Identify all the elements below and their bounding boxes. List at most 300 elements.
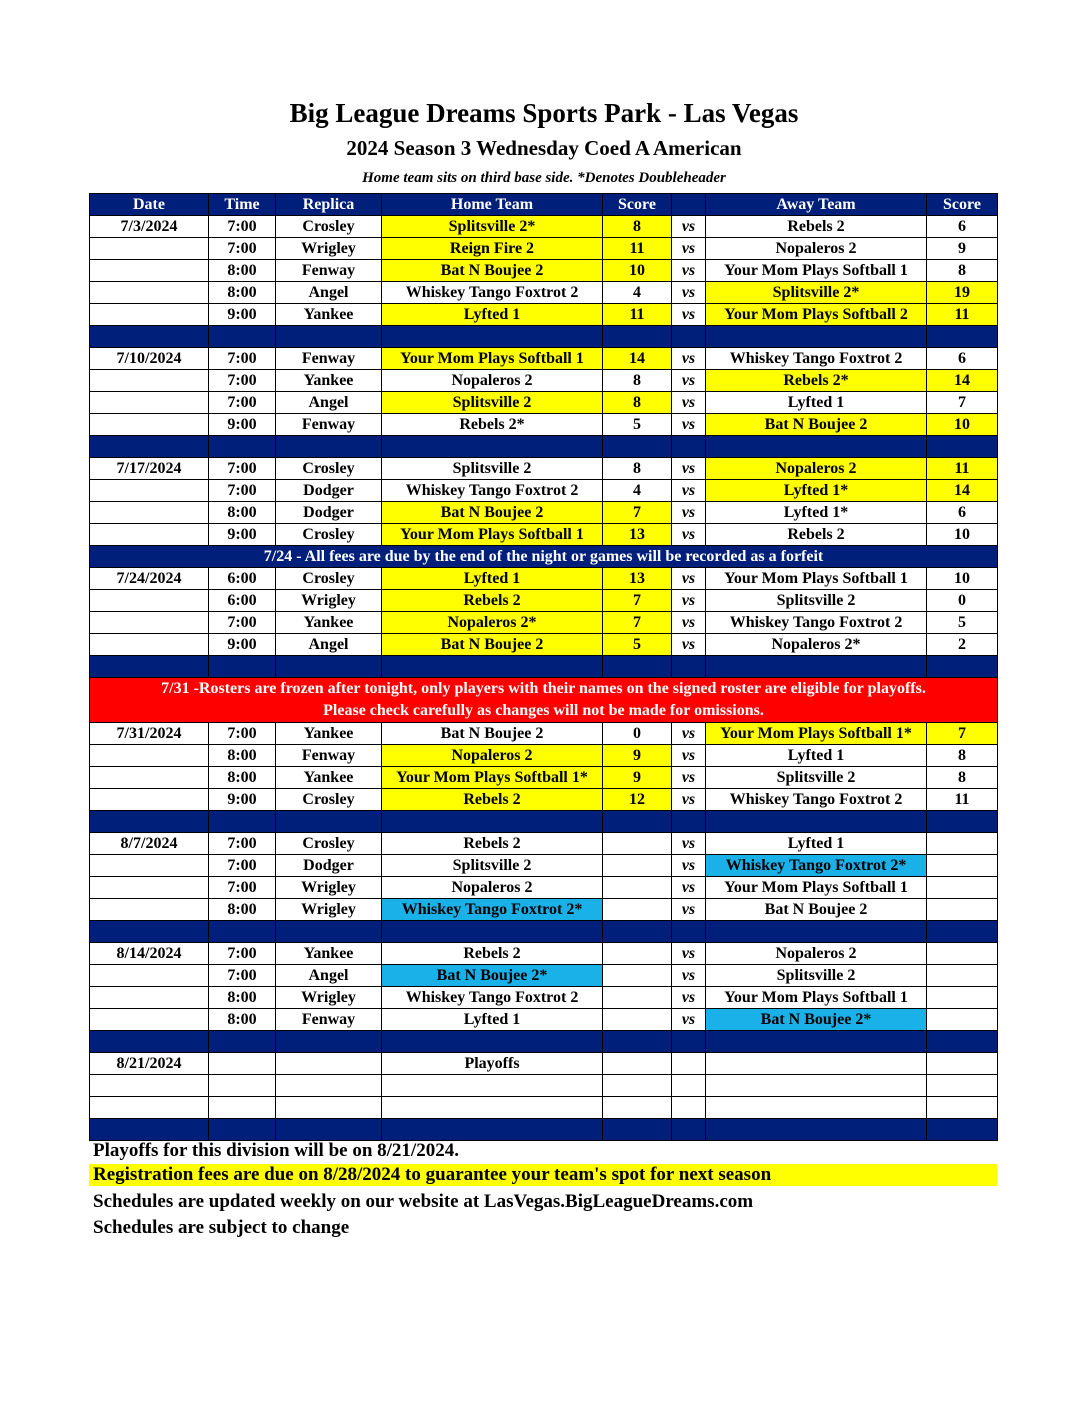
game-row	[90, 1097, 998, 1119]
away-team-cell: Lyfted 1	[706, 392, 927, 414]
home-score-cell	[603, 833, 672, 855]
home-team-cell: Your Mom Plays Softball 1	[382, 524, 603, 546]
time-cell: 7:00	[209, 458, 276, 480]
separator-cell	[603, 1031, 672, 1053]
schedule-note: Home team sits on third base side. *Denotes Doubleheader	[362, 170, 726, 186]
time-cell: 7:00	[209, 216, 276, 238]
game-row	[90, 524, 998, 546]
away-score-cell: 14	[927, 480, 998, 502]
replica-cell	[276, 1075, 382, 1097]
separator-cell	[209, 326, 276, 348]
time-cell: 6:00	[209, 568, 276, 590]
away-team-cell: Your Mom Plays Softball 1*	[706, 723, 927, 745]
away-score-cell: 6	[927, 502, 998, 524]
replica-cell: Angel	[276, 965, 382, 987]
separator-cell	[209, 1031, 276, 1053]
footer-disclaimer: Schedules are subject to change	[93, 1217, 350, 1238]
time-cell: 9:00	[209, 524, 276, 546]
footer-playoffs: Playoffs for this division will be on 8/21/2024.	[93, 1140, 459, 1161]
away-score-cell	[927, 855, 998, 877]
away-score-cell	[927, 1097, 998, 1119]
game-row	[90, 260, 998, 282]
home-score-cell: 7	[603, 612, 672, 634]
home-score-cell	[603, 965, 672, 987]
date-cell	[90, 767, 209, 789]
separator-cell	[276, 1031, 382, 1053]
home-team-cell: Reign Fire 2	[382, 238, 603, 260]
home-team-cell: Whiskey Tango Foxtrot 2*	[382, 899, 603, 921]
separator-cell	[276, 811, 382, 833]
replica-cell: Wrigley	[276, 899, 382, 921]
away-team-cell: Bat N Boujee 2	[706, 414, 927, 436]
away-team-cell: Whiskey Tango Foxtrot 2*	[706, 855, 927, 877]
game-row	[90, 480, 998, 502]
vs-cell: vs	[672, 282, 706, 304]
date-cell	[90, 260, 209, 282]
separator-cell	[706, 1119, 927, 1141]
home-team-cell: Splitsville 2*	[382, 216, 603, 238]
header-row	[90, 194, 998, 216]
vs-cell: vs	[672, 568, 706, 590]
col-away-score: Score	[927, 194, 998, 216]
home-score-cell: 8	[603, 216, 672, 238]
home-score-cell: 12	[603, 789, 672, 811]
away-team-cell: Bat N Boujee 2	[706, 899, 927, 921]
vs-cell: vs	[672, 612, 706, 634]
home-score-cell	[603, 855, 672, 877]
home-team-cell: Bat N Boujee 2	[382, 260, 603, 282]
date-cell	[90, 965, 209, 987]
home-team-cell: Rebels 2	[382, 590, 603, 612]
home-team-cell: Splitsville 2	[382, 392, 603, 414]
home-score-cell: 7	[603, 590, 672, 612]
away-score-cell: 10	[927, 568, 998, 590]
separator-cell	[706, 656, 927, 678]
game-row	[90, 943, 998, 965]
game-row	[90, 1009, 998, 1031]
separator-cell	[927, 326, 998, 348]
separator-cell	[276, 656, 382, 678]
date-cell	[90, 1097, 209, 1119]
home-score-cell: 4	[603, 480, 672, 502]
separator-cell	[603, 436, 672, 458]
week-separator	[90, 1119, 998, 1141]
away-score-cell	[927, 987, 998, 1009]
game-row	[90, 348, 998, 370]
vs-cell: vs	[672, 745, 706, 767]
away-score-cell	[927, 1075, 998, 1097]
vs-cell: vs	[672, 348, 706, 370]
roster-alert-row	[90, 678, 998, 723]
away-score-cell: 10	[927, 414, 998, 436]
game-row	[90, 634, 998, 656]
home-team-cell: Rebels 2	[382, 789, 603, 811]
game-row	[90, 612, 998, 634]
away-team-cell: Whiskey Tango Foxtrot 2	[706, 789, 927, 811]
replica-cell: Wrigley	[276, 238, 382, 260]
away-score-cell: 11	[927, 789, 998, 811]
away-team-cell: Whiskey Tango Foxtrot 2	[706, 612, 927, 634]
replica-cell: Wrigley	[276, 877, 382, 899]
away-team-cell: Lyfted 1*	[706, 480, 927, 502]
separator-cell	[672, 326, 706, 348]
week-separator	[90, 811, 998, 833]
time-cell: 8:00	[209, 745, 276, 767]
vs-cell: vs	[672, 524, 706, 546]
vs-cell: vs	[672, 414, 706, 436]
col-home-team: Home Team	[382, 194, 603, 216]
vs-cell: vs	[672, 392, 706, 414]
vs-cell: vs	[672, 789, 706, 811]
away-score-cell: 6	[927, 216, 998, 238]
separator-cell	[382, 811, 603, 833]
replica-cell: Crosley	[276, 833, 382, 855]
away-score-cell: 5	[927, 612, 998, 634]
home-team-cell	[382, 1075, 603, 1097]
replica-cell: Fenway	[276, 348, 382, 370]
time-cell: 7:00	[209, 480, 276, 502]
home-score-cell	[603, 1009, 672, 1031]
time-cell: 7:00	[209, 965, 276, 987]
game-row	[90, 392, 998, 414]
date-cell	[90, 414, 209, 436]
replica-cell: Fenway	[276, 745, 382, 767]
time-cell: 7:00	[209, 370, 276, 392]
date-cell	[90, 590, 209, 612]
week-separator	[90, 326, 998, 348]
separator-cell	[672, 656, 706, 678]
home-team-cell: Bat N Boujee 2	[382, 634, 603, 656]
separator-cell	[672, 1119, 706, 1141]
separator-cell	[90, 656, 209, 678]
replica-cell: Yankee	[276, 370, 382, 392]
date-cell: 8/14/2024	[90, 943, 209, 965]
date-cell	[90, 502, 209, 524]
away-team-cell: Your Mom Plays Softball 1	[706, 260, 927, 282]
separator-cell	[209, 656, 276, 678]
separator-cell	[276, 436, 382, 458]
fee-notice-row	[90, 546, 998, 568]
game-row	[90, 216, 998, 238]
away-team-cell: Lyfted 1	[706, 745, 927, 767]
time-cell: 7:00	[209, 833, 276, 855]
game-row	[90, 568, 998, 590]
replica-cell	[276, 1053, 382, 1075]
time-cell: 7:00	[209, 348, 276, 370]
replica-cell: Crosley	[276, 568, 382, 590]
separator-cell	[209, 811, 276, 833]
time-cell: 9:00	[209, 414, 276, 436]
away-score-cell: 8	[927, 745, 998, 767]
vs-cell: vs	[672, 370, 706, 392]
away-score-cell: 14	[927, 370, 998, 392]
game-row	[90, 965, 998, 987]
home-team-cell: Your Mom Plays Softball 1*	[382, 767, 603, 789]
time-cell	[209, 1075, 276, 1097]
date-cell	[90, 392, 209, 414]
date-cell	[90, 855, 209, 877]
week-separator	[90, 1031, 998, 1053]
home-score-cell: 7	[603, 502, 672, 524]
separator-cell	[90, 1119, 209, 1141]
away-team-cell: Lyfted 1*	[706, 502, 927, 524]
date-cell: 7/24/2024	[90, 568, 209, 590]
col-replica: Replica	[276, 194, 382, 216]
home-team-cell: Whiskey Tango Foxtrot 2	[382, 480, 603, 502]
home-team-cell: Rebels 2	[382, 833, 603, 855]
page-title: Big League Dreams Sports Park - Las Vegas	[289, 98, 799, 128]
game-row	[90, 1075, 998, 1097]
home-team-cell: Splitsville 2	[382, 855, 603, 877]
time-cell: 8:00	[209, 260, 276, 282]
replica-cell: Dodger	[276, 855, 382, 877]
away-team-cell: Nopaleros 2	[706, 943, 927, 965]
away-score-cell: 0	[927, 590, 998, 612]
separator-cell	[706, 1031, 927, 1053]
vs-cell: vs	[672, 899, 706, 921]
replica-cell: Angel	[276, 392, 382, 414]
date-cell	[90, 1009, 209, 1031]
separator-cell	[382, 1031, 603, 1053]
separator-cell	[276, 921, 382, 943]
separator-cell	[672, 436, 706, 458]
game-row	[90, 590, 998, 612]
footer-website: Schedules are updated weekly on our website at LasVegas.BigLeagueDreams.com	[93, 1191, 754, 1212]
away-team-cell: Nopaleros 2*	[706, 634, 927, 656]
separator-cell	[382, 436, 603, 458]
time-cell: 9:00	[209, 789, 276, 811]
separator-cell	[382, 1119, 603, 1141]
week-separator	[90, 921, 998, 943]
separator-cell	[927, 1031, 998, 1053]
time-cell: 7:00	[209, 877, 276, 899]
away-team-cell: Splitsville 2	[706, 590, 927, 612]
home-score-cell: 11	[603, 238, 672, 260]
away-team-cell: Your Mom Plays Softball 1	[706, 877, 927, 899]
home-team-cell: Splitsville 2	[382, 458, 603, 480]
separator-cell	[90, 436, 209, 458]
vs-cell: vs	[672, 767, 706, 789]
away-score-cell	[927, 833, 998, 855]
col-time: Time	[209, 194, 276, 216]
separator-cell	[672, 1031, 706, 1053]
away-score-cell	[927, 965, 998, 987]
separator-cell	[90, 326, 209, 348]
away-team-cell: Nopaleros 2	[706, 458, 927, 480]
home-score-cell: 5	[603, 634, 672, 656]
game-row	[90, 282, 998, 304]
away-team-cell: Splitsville 2*	[706, 282, 927, 304]
date-cell	[90, 238, 209, 260]
game-row	[90, 723, 998, 745]
home-score-cell: 10	[603, 260, 672, 282]
separator-cell	[382, 326, 603, 348]
home-score-cell: 8	[603, 370, 672, 392]
home-team-cell: Rebels 2*	[382, 414, 603, 436]
vs-cell: vs	[672, 502, 706, 524]
vs-cell: vs	[672, 260, 706, 282]
away-team-cell: Splitsville 2	[706, 965, 927, 987]
date-cell: 7/17/2024	[90, 458, 209, 480]
vs-cell: vs	[672, 965, 706, 987]
replica-cell: Yankee	[276, 612, 382, 634]
game-row	[90, 238, 998, 260]
separator-cell	[603, 921, 672, 943]
home-team-cell: Lyfted 1	[382, 304, 603, 326]
col-away-team: Away Team	[706, 194, 927, 216]
replica-cell: Yankee	[276, 943, 382, 965]
date-cell	[90, 1075, 209, 1097]
replica-cell: Crosley	[276, 216, 382, 238]
time-cell: 8:00	[209, 1009, 276, 1031]
home-team-cell: Lyfted 1	[382, 1009, 603, 1031]
away-team-cell: Your Mom Plays Softball 1	[706, 568, 927, 590]
vs-cell	[672, 1053, 706, 1075]
away-score-cell: 7	[927, 392, 998, 414]
roster-alert	[90, 678, 998, 723]
away-team-cell: Bat N Boujee 2*	[706, 1009, 927, 1031]
home-score-cell: 5	[603, 414, 672, 436]
home-score-cell: 9	[603, 767, 672, 789]
roster-alert-line: Please check carefully as changes will not be made for omissions.	[323, 702, 764, 719]
vs-cell: vs	[672, 238, 706, 260]
away-team-cell	[706, 1097, 927, 1119]
separator-cell	[706, 811, 927, 833]
col-vs	[672, 194, 706, 216]
separator-cell	[276, 1119, 382, 1141]
replica-cell: Yankee	[276, 304, 382, 326]
home-score-cell	[603, 1053, 672, 1075]
time-cell: 7:00	[209, 612, 276, 634]
date-cell	[90, 634, 209, 656]
time-cell: 9:00	[209, 304, 276, 326]
date-cell	[90, 282, 209, 304]
separator-cell	[382, 921, 603, 943]
time-cell	[209, 1097, 276, 1119]
time-cell	[209, 1053, 276, 1075]
game-row	[90, 745, 998, 767]
home-team-cell: Bat N Boujee 2	[382, 723, 603, 745]
date-cell	[90, 612, 209, 634]
home-score-cell: 14	[603, 348, 672, 370]
page-subtitle: 2024 Season 3 Wednesday Coed A American	[346, 136, 742, 160]
separator-cell	[90, 1031, 209, 1053]
date-cell: 7/31/2024	[90, 723, 209, 745]
away-team-cell: Nopaleros 2	[706, 238, 927, 260]
date-cell: 8/7/2024	[90, 833, 209, 855]
separator-cell	[927, 436, 998, 458]
separator-cell	[90, 811, 209, 833]
away-score-cell: 8	[927, 260, 998, 282]
separator-cell	[927, 656, 998, 678]
home-team-cell	[382, 1097, 603, 1119]
home-team-cell: Playoffs	[382, 1053, 603, 1075]
week-separator	[90, 656, 998, 678]
vs-cell: vs	[672, 833, 706, 855]
vs-cell: vs	[672, 877, 706, 899]
replica-cell: Dodger	[276, 480, 382, 502]
game-row	[90, 458, 998, 480]
replica-cell: Fenway	[276, 260, 382, 282]
separator-cell	[90, 921, 209, 943]
game-row	[90, 987, 998, 1009]
home-score-cell: 0	[603, 723, 672, 745]
away-score-cell	[927, 899, 998, 921]
schedule-body	[90, 216, 998, 1141]
fee-notice: 7/24 - All fees are due by the end of the night or games will be recorded as a forfeit	[90, 546, 998, 568]
separator-cell	[603, 1119, 672, 1141]
separator-cell	[927, 921, 998, 943]
home-score-cell	[603, 877, 672, 899]
vs-cell: vs	[672, 480, 706, 502]
game-row	[90, 370, 998, 392]
home-team-cell: Nopaleros 2	[382, 370, 603, 392]
col-date: Date	[90, 194, 209, 216]
away-team-cell: Rebels 2	[706, 524, 927, 546]
time-cell: 8:00	[209, 282, 276, 304]
vs-cell	[672, 1097, 706, 1119]
home-team-cell: Nopaleros 2	[382, 745, 603, 767]
home-team-cell: Your Mom Plays Softball 1	[382, 348, 603, 370]
time-cell: 9:00	[209, 634, 276, 656]
away-score-cell	[927, 877, 998, 899]
away-score-cell: 8	[927, 767, 998, 789]
separator-cell	[927, 1119, 998, 1141]
home-team-cell: Nopaleros 2*	[382, 612, 603, 634]
away-score-cell: 19	[927, 282, 998, 304]
date-cell: 7/10/2024	[90, 348, 209, 370]
footer-registration: Registration fees are due on 8/28/2024 to guarantee your team's spot for next season	[89, 1164, 997, 1186]
time-cell: 7:00	[209, 392, 276, 414]
away-team-cell: Your Mom Plays Softball 2	[706, 304, 927, 326]
time-cell: 7:00	[209, 855, 276, 877]
separator-cell	[672, 921, 706, 943]
date-cell	[90, 877, 209, 899]
separator-cell	[276, 326, 382, 348]
away-score-cell: 9	[927, 238, 998, 260]
away-score-cell	[927, 1053, 998, 1075]
away-score-cell	[927, 943, 998, 965]
home-score-cell	[603, 943, 672, 965]
replica-cell: Yankee	[276, 723, 382, 745]
away-team-cell	[706, 1075, 927, 1097]
vs-cell: vs	[672, 216, 706, 238]
home-score-cell: 9	[603, 745, 672, 767]
time-cell: 8:00	[209, 502, 276, 524]
home-score-cell	[603, 1097, 672, 1119]
away-score-cell: 11	[927, 304, 998, 326]
vs-cell: vs	[672, 304, 706, 326]
separator-cell	[706, 326, 927, 348]
time-cell: 8:00	[209, 987, 276, 1009]
away-score-cell	[927, 1009, 998, 1031]
vs-cell: vs	[672, 634, 706, 656]
home-team-cell: Bat N Boujee 2*	[382, 965, 603, 987]
away-team-cell: Rebels 2*	[706, 370, 927, 392]
roster-alert-line: 7/31 -Rosters are frozen after tonight, only players with their names on the signed roster are eligible for playoffs.	[161, 680, 926, 697]
time-cell: 7:00	[209, 943, 276, 965]
game-row	[90, 877, 998, 899]
date-cell	[90, 987, 209, 1009]
separator-cell	[927, 811, 998, 833]
separator-cell	[672, 811, 706, 833]
separator-cell	[382, 656, 603, 678]
game-row	[90, 414, 998, 436]
vs-cell: vs	[672, 987, 706, 1009]
vs-cell: vs	[672, 855, 706, 877]
replica-cell: Fenway	[276, 1009, 382, 1031]
separator-cell	[706, 436, 927, 458]
